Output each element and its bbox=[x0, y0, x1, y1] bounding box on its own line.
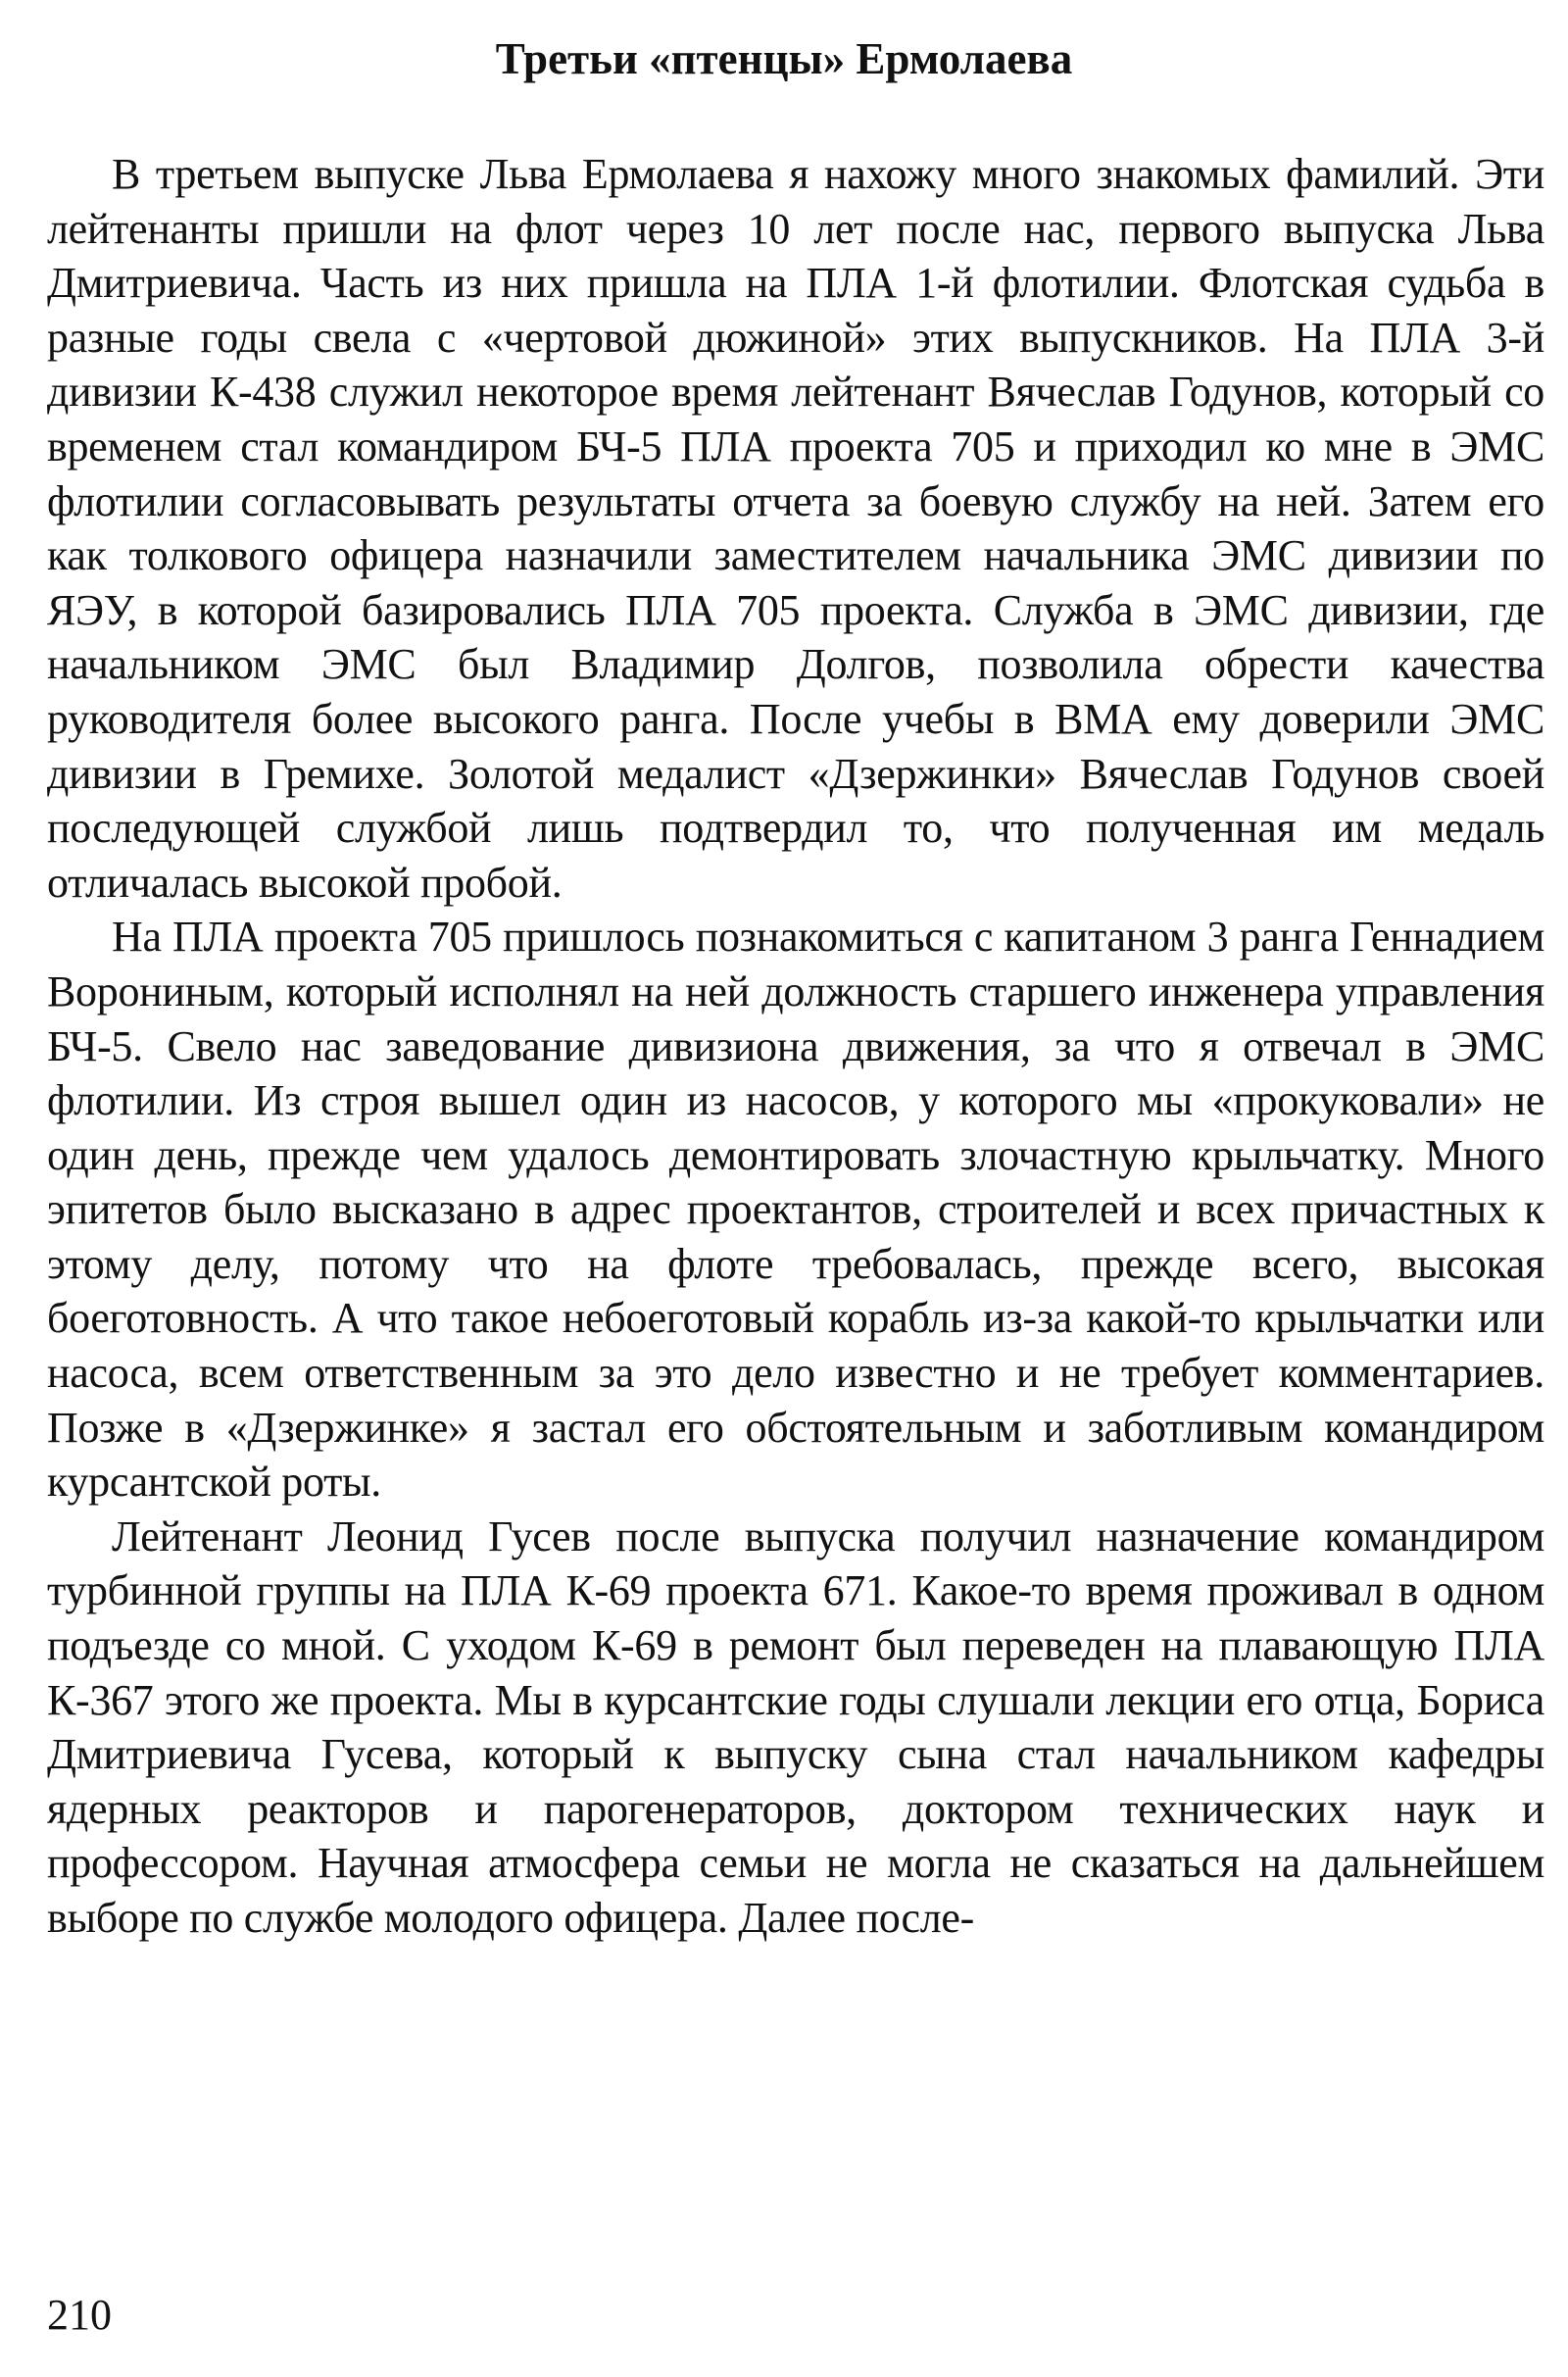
chapter-title: Третьи «птенцы» Ермолаева bbox=[495, 34, 1073, 83]
paragraph-3: Лейтенант Леонид Гусев после выпуска получил назначение командиром турбинной группы на ПЛА К-69 проекта 671. Какое-то время проживал в одном подъезде со мной. С уходом К-69 в ремонт был переведен на плавающую ПЛА К-367 этого же проекта. Мы в курсантские годы слушали лекции его отца, Бориса Дмитриевича Гусева, который к выпуску сына стал начальником кафедры ядерных реакторов и парогенераторов, доктором технических наук и профессором. Научная атмосфера семьи не могла не сказаться на дальнейшем выборе по службе молодого офицера. Далее после- bbox=[47, 1511, 1544, 1942]
body-text bbox=[47, 147, 1544, 1946]
page-number: 210 bbox=[47, 2291, 112, 2339]
paragraph-2: На ПЛА проекта 705 пришлось познакомиться с капитаном 3 ранга Геннадием Ворониным, который исполнял на ней должность старшего инженера управления БЧ-5. Свело нас заведование дивизиона движения, за что я отвечал в ЭМС флотилии. Из строя вышел один из насосов, у которого мы «прокуковали» не один день, прежде чем удалось демонтировать злочастную крыльчатку. Много эпитетов было высказано в адрес проектантов, строителей и всех причастных к этому делу, потому что на флоте требовалась, прежде всего, высокая боеготовность. А что такое небоеготовый корабль из-за какой-то крыльчатки или насоса, всем ответственным за это дело известно и не требует комментариев. Позже в «Дзержинке» я застал его обстоятельным и заботливым командиром курсантской роты. bbox=[47, 913, 1544, 1507]
paragraph-1: В третьем выпуске Льва Ермолаева я нахожу много знакомых фамилий. Эти лейтенанты пришли на флот через 10 лет после нас, первого выпуска Льва Дмитриевича. Часть из них пришла на ПЛА 1-й флотилии. Флотская судьба в разные годы свела с «чертовой дюжиной» этих выпускников. На ПЛА 3-й дивизии К-438 служил некоторое время лейтенант Вячеслав Годунов, который со временем стал командиром БЧ-5 ПЛА проекта 705 и приходил ко мне в ЭМС флотилии согласовывать результаты отчета за боевую службу на ней. Затем его как толкового офицера назначили заместителем начальника ЭМС дивизии по ЯЭУ, в которой базировались ПЛА 705 проекта. Служба в ЭМС дивизии, где начальником ЭМС был Владимир Долгов, позволила обрести качества руководителя более высокого ранга. После учебы в ВМА ему доверили ЭМС дивизии в Гремихе. Золотой медалист «Дзержинки» Вячеслав Годунов своей последующей службой лишь подтвердил то, что полученная им медаль отличалась высокой пробой. bbox=[47, 150, 1544, 907]
